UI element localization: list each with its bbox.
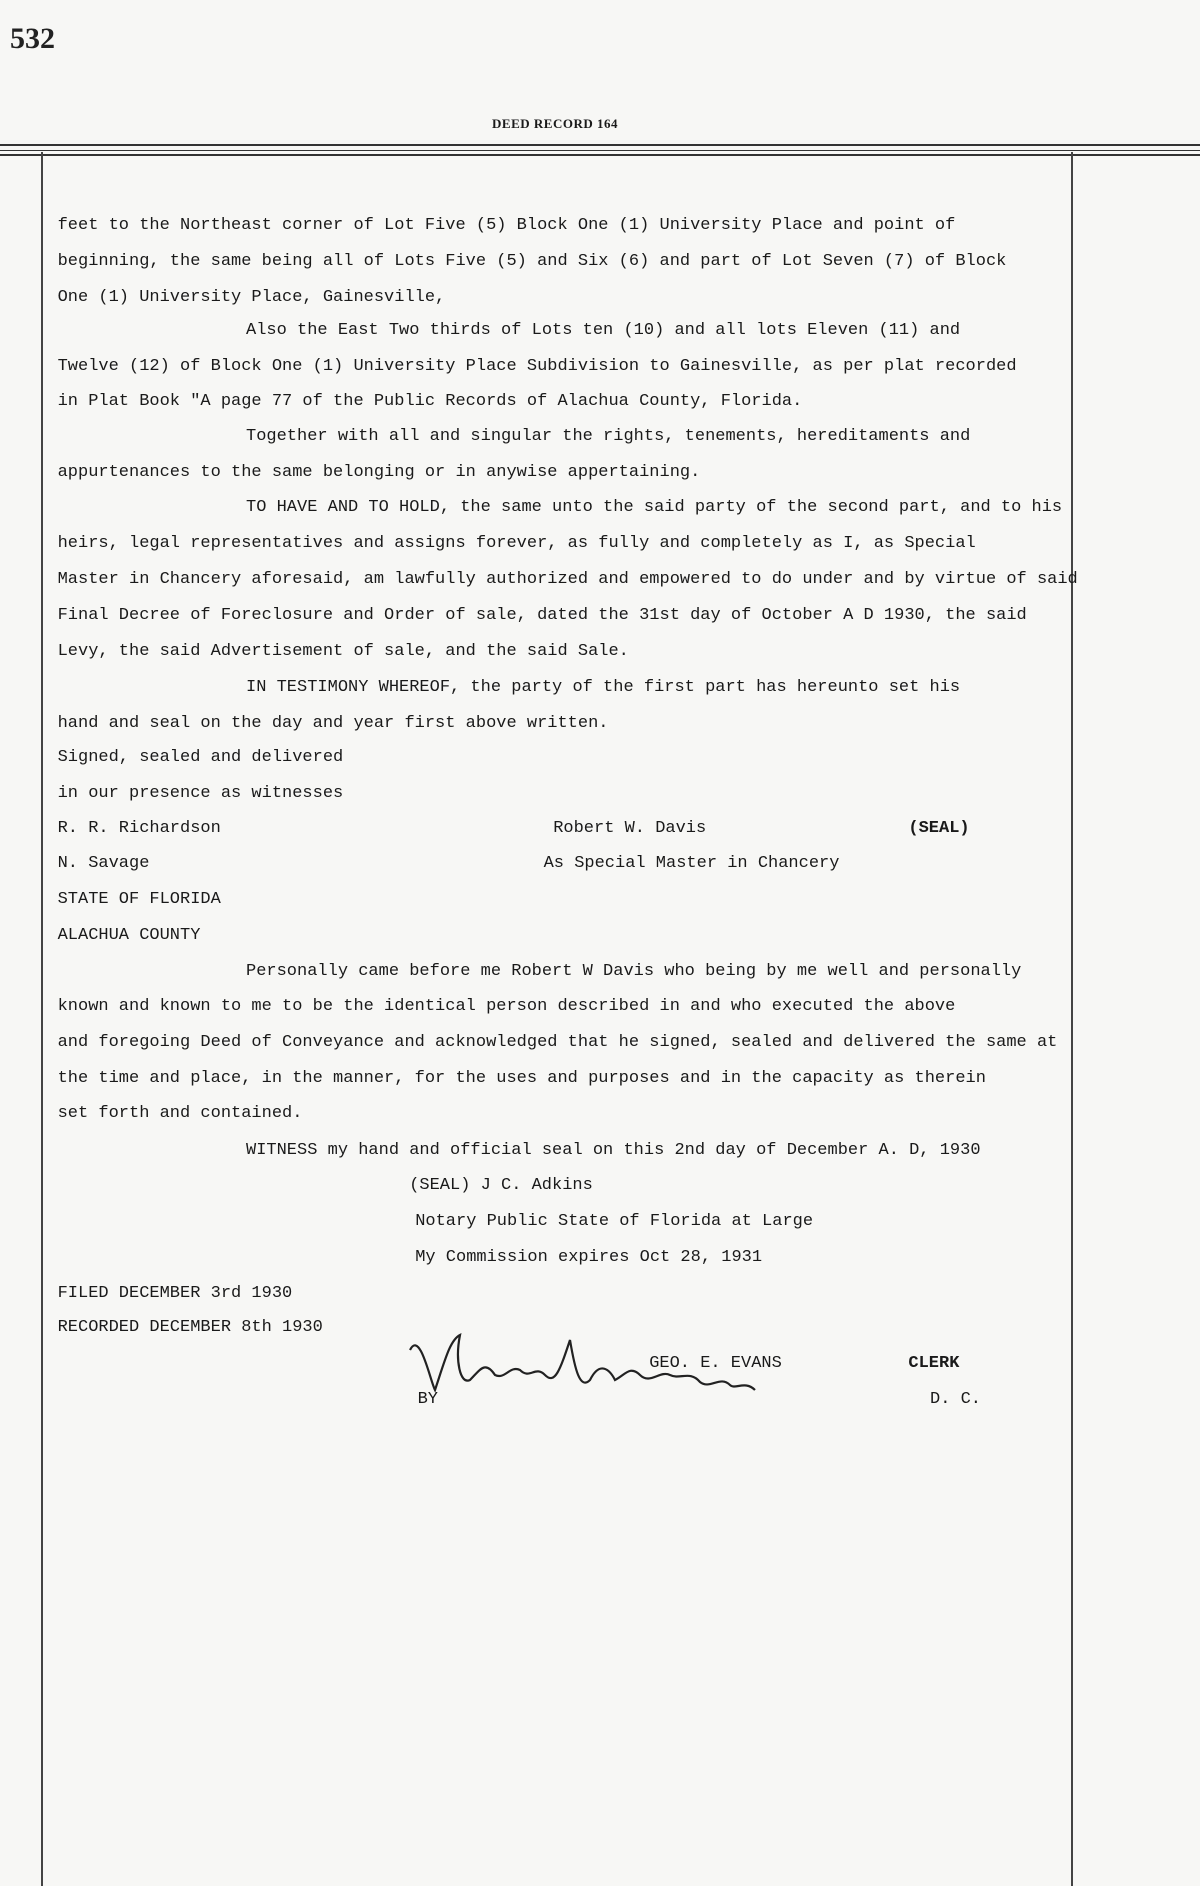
text-line: beginning, the same being all of Lots Five (5) and Six (6) and part of Lot Seven (7) of Block [57, 251, 1007, 271]
text-line: Twelve (12) of Block One (1) University Place Subdivision to Gainesville, as per plat recorded [57, 357, 1017, 377]
page-number: 532 [10, 22, 55, 55]
header-rule [0, 154, 1200, 156]
text-line: N. Savage [57, 854, 150, 873]
text-line: RECORDED DECEMBER 8th 1930 [57, 1318, 323, 1338]
text-line: TO HAVE AND TO HOLD, the same unto the said party of the second part, and to his [246, 497, 1063, 517]
text-line: ALACHUA COUNTY [57, 926, 201, 945]
page-header: DEED RECORD 164 [492, 116, 618, 131]
text-line: (SEAL) [908, 819, 970, 839]
text-line: set forth and contained. [57, 1103, 303, 1123]
signature [405, 1320, 805, 1410]
left-margin-line [41, 152, 43, 1886]
text-line: CLERK [908, 1354, 960, 1374]
text-line: Together with all and singular the rights, tenements, hereditaments and [246, 426, 971, 446]
text-line: in Plat Book "A page 77 of the Public Records of Alachua County, Florida. [57, 392, 803, 411]
text-line: (SEAL) J C. Adkins [409, 1175, 593, 1195]
text-line: Notary Public State of Florida at Large [415, 1211, 814, 1231]
text-line: GEO. E. EVANS [649, 1354, 782, 1374]
text-line: appurtenances to the same belonging or in anywise appertaining. [57, 462, 701, 482]
text-line: known and known to me to be the identical person described in and who executed the above [57, 996, 956, 1016]
text-line: Personally came before me Robert W Davis who being by me well and personally [246, 962, 1022, 981]
header-rule [0, 150, 1200, 151]
text-line: heirs, legal representatives and assigns forever, as fully and completely as I, as Special [57, 533, 976, 553]
header-rule [0, 144, 1200, 146]
text-line: Robert W. Davis [553, 819, 707, 839]
text-line: R. R. Richardson [57, 819, 221, 839]
text-line: Levy, the said Advertisement of sale, and the said Sale. [57, 641, 629, 661]
text-line: WITNESS my hand and official seal on this 2nd day of December A. D, 1930 [246, 1140, 981, 1160]
text-line: One (1) University Place, Gainesville, [57, 287, 446, 307]
text-line: in our presence as witnesses [57, 784, 344, 804]
right-margin-line [1071, 152, 1073, 1886]
text-line: the time and place, in the manner, for the uses and purposes and in the capacity as therein [57, 1068, 986, 1088]
text-line: As Special Master in Chancery [543, 854, 840, 873]
text-line: Final Decree of Foreclosure and Order of sale, dated the 31st day of October A D 1930, the said [57, 605, 1027, 625]
text-line: FILED DECEMBER 3rd 1930 [57, 1283, 293, 1303]
text-line: D. C. [930, 1390, 982, 1410]
text-line: My Commission expires Oct 28, 1931 [415, 1247, 763, 1267]
text-line: feet to the Northeast corner of Lot Five (5) Block One (1) University Place and point of [57, 215, 956, 235]
text-line: Signed, sealed and delivered [57, 748, 344, 768]
text-line: STATE OF FLORIDA [57, 890, 221, 909]
text-line: BY [417, 1390, 438, 1410]
text-line: hand and seal on the day and year first above written. [57, 713, 609, 733]
text-line: Master in Chancery aforesaid, am lawfully authorized and empowered to do under and by virtue of said [57, 569, 1078, 589]
text-line: Also the East Two thirds of Lots ten (10) and all lots Eleven (11) and [246, 321, 961, 341]
text-line: IN TESTIMONY WHEREOF, the party of the first part has hereunto set his [246, 677, 961, 697]
text-line: and foregoing Deed of Conveyance and acknowledged that he signed, sealed and delivered the same at [57, 1032, 1058, 1052]
